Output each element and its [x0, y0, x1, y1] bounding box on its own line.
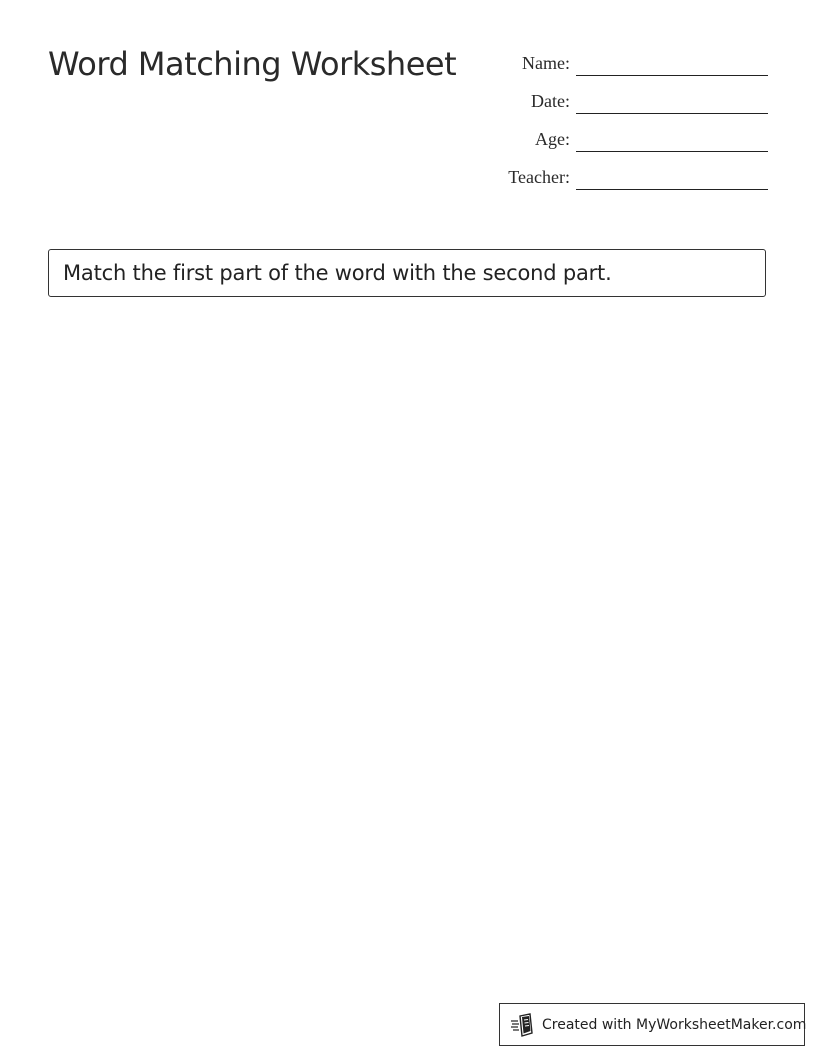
instruction-box — [48, 249, 766, 297]
teacher-blank-line[interactable] — [576, 189, 768, 190]
name-field — [508, 52, 768, 78]
teacher-field — [508, 154, 768, 192]
age-blank-line[interactable] — [576, 151, 768, 152]
worksheet-title: Word Matching Worksheet — [48, 45, 457, 83]
date-field — [508, 78, 768, 116]
date-label: Date: — [531, 91, 570, 111]
student-info-fields — [508, 52, 768, 192]
footer-credit-text: Created with MyWorksheetMaker.com — [542, 1016, 807, 1033]
instruction-text: Match the first part of the word with the second part. — [63, 261, 612, 285]
worksheet-maker-logo-icon — [510, 1013, 536, 1037]
footer-badge[interactable] — [499, 1003, 805, 1046]
age-field — [508, 116, 768, 154]
date-blank-line[interactable] — [576, 113, 768, 114]
age-label: Age: — [535, 129, 570, 149]
teacher-label: Teacher: — [508, 167, 570, 187]
name-blank-line[interactable] — [576, 75, 768, 76]
name-label: Name: — [522, 53, 570, 73]
